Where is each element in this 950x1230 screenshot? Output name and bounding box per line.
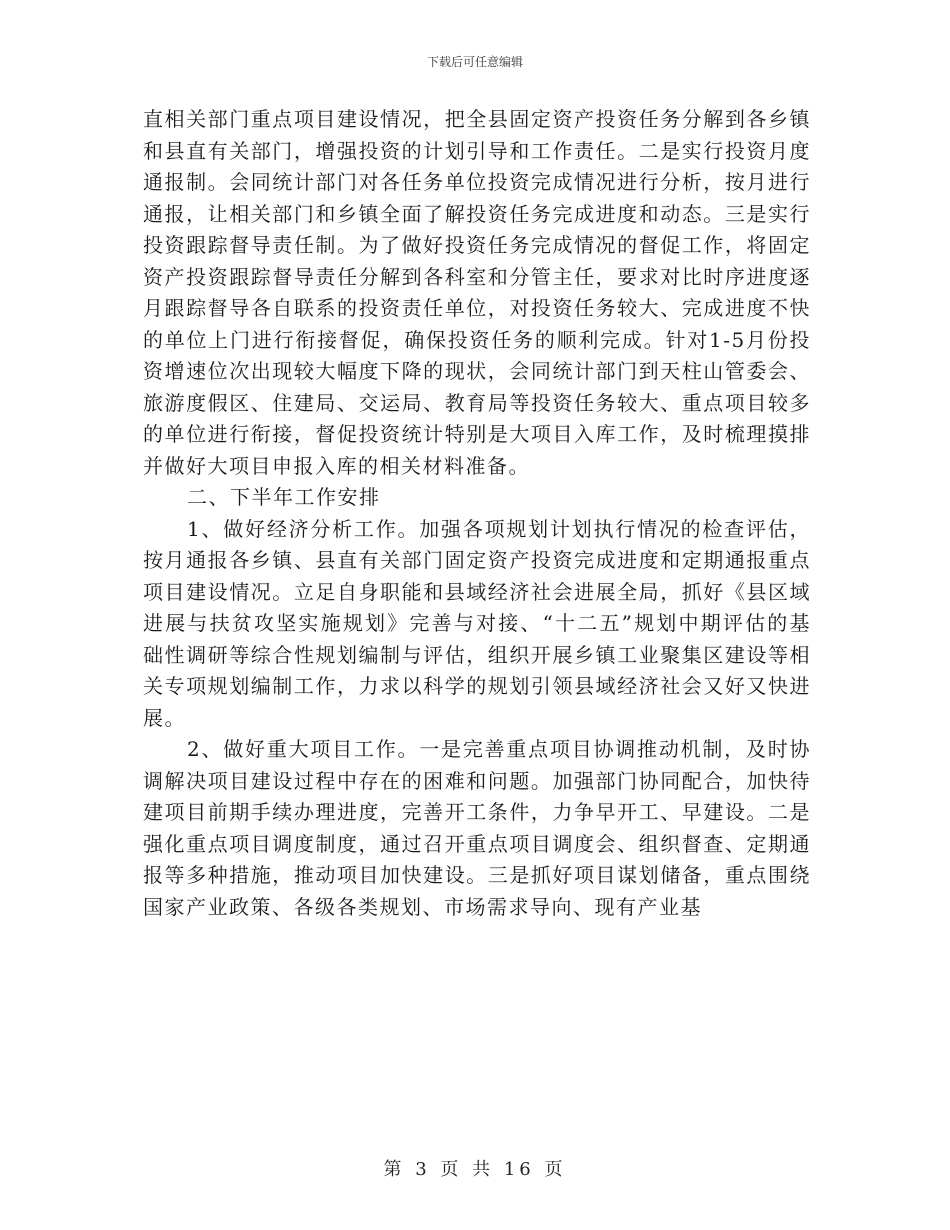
paragraph-continued: 直相关部门重点项目建设情况，把全县固定资产投资任务分解到各乡镇和县直有关部门，增强投资的计划引导和工作责任。二是实行投资月度通报制。会同统计部门对各任务单位投资完成情况进行分析，按月进行通报，让相关部门和乡镇全面了解投资任务完成进度和动态。三是实行投资跟踪督导责任制。为了做好投资任务完成情况的督促工作，将固定资产投资跟踪督导责任分解到各科室和分管主任，要求对比时序进度逐月跟踪督导各自联系的投资责任单位，对投资任务较大、完成进度不快的单位上门进行衔接督促，确保投资任务的顺利完成。针对1-5月份投资增速位次出现较大幅度下降的现状，会同统计部门到天柱山管委会、旅游度假区、住建局、交运局、教育局等投资任务较大、重点项目较多的单位进行衔接，督促投资统计特别是大项目入库工作，及时梳理摸排并做好大项目申报入库的相关材料准备。: [143, 107, 811, 478]
document-body: [143, 104, 811, 923]
paragraph-item-1: 1、做好经济分析工作。加强各项规划计划执行情况的检查评估，按月通报各乡镇、县直有关部门固定资产投资完成进度和定期通报重点项目建设情况。立足自身职能和县域经济社会进展全局，抓好《县区域进展与扶贫攻坚实施规划》完善与对接、“十二五”规划中期评估的基础性调研等综合性规划编制与评估，组织开展乡镇工业聚集区建设等相关专项规划编制工作，力求以科学的规划引领县域经济社会又好又快进展。: [143, 516, 811, 730]
section-heading: 二、下半年工作安排: [187, 485, 381, 509]
paragraph-item-2: 2、做好重大项目工作。一是完善重点项目协调推动机制，及时协调解决项目建设过程中存在的困难和问题。加强部门协同配合，加快待建项目前期手续办理进度，完善开工条件，力争早开工、早建设。二是强化重点项目调度制度，通过召开重点项目调度会、组织督查、定期通报等多种措施，推动项目加快建设。三是抓好项目谋划储备，重点围绕国家产业政策、各级各类规划、市场需求导向、现有产业基: [143, 737, 811, 919]
page-number: 第 3 页 共 16 页: [383, 1159, 567, 1180]
page-header: 下载后可任意编辑: [426, 55, 523, 69]
